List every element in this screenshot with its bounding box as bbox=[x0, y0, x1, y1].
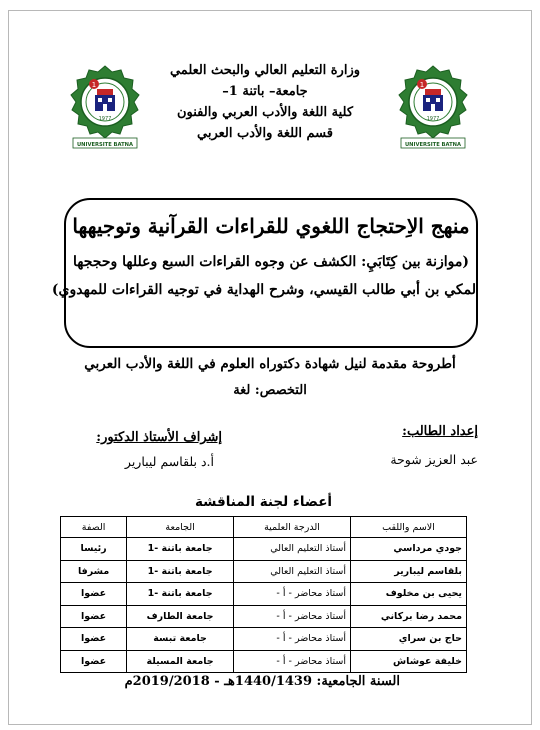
member-rank: أستاذ التعليم العالي bbox=[233, 560, 350, 583]
member-name: جودي مرداسي bbox=[351, 538, 467, 561]
logo-badge-number: 1 bbox=[419, 81, 425, 89]
university-name: جامعة– باتنة 1– bbox=[222, 84, 308, 99]
thesis-subtitle-line-2: لمكي بن أبي طالب القيسي، وشرح الهداية في توجيه القراءات للمهدوي) bbox=[51, 282, 476, 298]
table-row bbox=[61, 605, 467, 628]
thesis-subtitle-line-1: (موازنة بين كِتَابَيِ: الكشف عن وجوه القراءات السبع وعللها وحججها bbox=[73, 254, 469, 270]
header-name: الاسم واللقب bbox=[351, 517, 467, 538]
department-name: قسم اللغة والأدب العربي bbox=[197, 126, 333, 141]
institution-header bbox=[135, 60, 395, 144]
member-university: جامعة المسيلة bbox=[127, 650, 234, 673]
logo-badge-number: 1 bbox=[91, 81, 97, 89]
member-rank: أستاذ محاضر - أ - bbox=[233, 628, 350, 651]
member-university: جامعة باتنة -1 bbox=[127, 560, 234, 583]
student-name: عبد العزيز شوحة bbox=[390, 452, 478, 467]
member-rank: أستاذ محاضر - أ - bbox=[233, 605, 350, 628]
table-row bbox=[61, 538, 467, 561]
member-university: جامعة باتنة -1 bbox=[127, 538, 234, 561]
member-role: عضوا bbox=[61, 583, 127, 606]
logo-year: 1977 bbox=[98, 116, 112, 122]
jury-table-header bbox=[61, 517, 467, 538]
logo-caption: UNIVERSITE BATNA bbox=[76, 142, 134, 148]
table-row bbox=[61, 560, 467, 583]
jury-title: أعضاء لجنة المناقشة bbox=[194, 494, 333, 510]
logo-year: 1977 bbox=[426, 116, 440, 122]
member-name: يحيى بن مخلوف bbox=[351, 583, 467, 606]
member-university: جامعة تبسة bbox=[127, 628, 234, 651]
member-rank: أستاذ محاضر - أ - bbox=[233, 583, 350, 606]
member-rank: أستاذ محاضر - أ - bbox=[233, 650, 350, 673]
student-label: إعداد الطالب: bbox=[402, 424, 478, 439]
jury-table bbox=[60, 516, 467, 673]
table-row bbox=[61, 628, 467, 651]
thesis-specialty: التخصص: لغة bbox=[233, 383, 307, 398]
faculty-name: كلية اللغة والأدب العربي والفنون bbox=[176, 105, 354, 120]
logo-caption: UNIVERSITE BATNA bbox=[404, 142, 462, 148]
ministry-name: وزارة التعليم العالي والبحث العلمي bbox=[169, 63, 361, 78]
member-name: بلقاسم ليبارير bbox=[351, 560, 467, 583]
supervisor-name: أ.د بلقاسم ليبارير bbox=[124, 454, 214, 469]
header-role: الصفة bbox=[61, 517, 127, 538]
member-role: مشرفا bbox=[61, 560, 127, 583]
university-logo-right bbox=[396, 62, 470, 152]
supervisor-label: إشراف الأستاذ الدكتور: bbox=[96, 430, 222, 445]
member-name: حاج بن سراي bbox=[351, 628, 467, 651]
member-rank: أستاذ التعليم العالي bbox=[233, 538, 350, 561]
university-logo-left bbox=[68, 62, 142, 152]
member-university: جامعة باتنة -1 bbox=[127, 583, 234, 606]
member-role: عضوا bbox=[61, 605, 127, 628]
academic-year: السنة الجامعية: 1440/1439هـ - 2019/2018م bbox=[124, 674, 400, 689]
member-role: عضوا bbox=[61, 628, 127, 651]
member-role: رئيسا bbox=[61, 538, 127, 561]
table-row bbox=[61, 583, 467, 606]
member-university: جامعة الطارف bbox=[127, 605, 234, 628]
table-row bbox=[61, 650, 467, 673]
thesis-description: أطروحة مقدمة لنيل شهادة دكتوراه العلوم في اللغة والأدب العربي bbox=[84, 356, 456, 372]
member-role: عضوا bbox=[61, 650, 127, 673]
thesis-title: منهج الاِحتجاج اللغوي للقراءات القرآنية وتوجيهها bbox=[72, 214, 470, 238]
header-rank: الدرجة العلمية bbox=[233, 517, 350, 538]
thesis-title-box bbox=[51, 198, 478, 348]
header-university: الجامعة bbox=[127, 517, 234, 538]
member-name: محمد رضا بركاني bbox=[351, 605, 467, 628]
member-name: خليفة عوشاش bbox=[351, 650, 467, 673]
